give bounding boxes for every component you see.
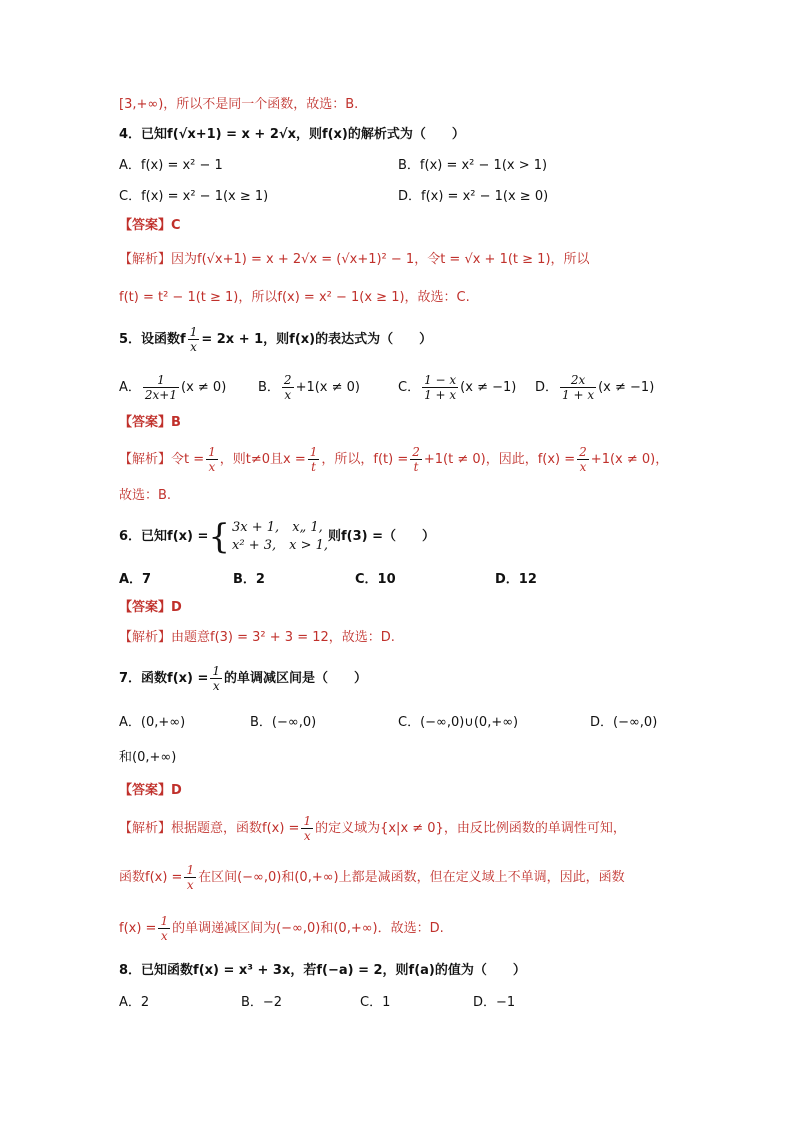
q5-d-den: 1 + x xyxy=(562,388,595,402)
q7-exp1-a: 【解析】根据题意，函数f(x) = xyxy=(119,821,300,836)
q6-answer: 【答案】D xyxy=(119,600,182,615)
q5-frac-den: x xyxy=(190,340,197,354)
question-5 xyxy=(119,323,432,357)
q4-option-a: A．f(x) = x² − 1 xyxy=(119,158,223,173)
q6-stem-start: 6．已知f(x) = xyxy=(119,529,209,544)
q5-exp-frac-1 xyxy=(206,445,218,474)
q7-frac-den: x xyxy=(212,679,220,693)
q7-fraction xyxy=(210,664,222,693)
q5-exp-part-c: ，所以，f(t) = xyxy=(321,452,409,467)
q5-c-label: C． xyxy=(398,380,421,395)
q5-exp-part-d: +1(t ≠ 0)，因此，f(x) = xyxy=(423,452,576,467)
q6-stem-end: 则f(3) =（ ） xyxy=(328,529,436,544)
q5-option-d xyxy=(535,371,654,405)
q7-exp2-frac xyxy=(184,863,196,892)
q7-explanation-3 xyxy=(119,912,444,946)
q7-explanation-1 xyxy=(119,812,626,846)
q5-exp-part-a: 【解析】令t = xyxy=(119,452,205,467)
q5-option-b xyxy=(258,371,360,405)
q5-a-cond: (x ≠ 0) xyxy=(181,380,227,395)
q7-answer: 【答案】D xyxy=(119,783,182,798)
prev-answer-tail: [3,+∞)，所以不是同一个函数，故选：B. xyxy=(119,97,359,112)
q5-explanation-1 xyxy=(119,443,668,477)
q5-option-a xyxy=(119,371,226,405)
q5-c-cond: (x ≠ −1) xyxy=(460,380,517,395)
q5-exp-frac-2 xyxy=(308,445,320,474)
q5-a-label: A． xyxy=(119,380,141,395)
q7-exp1-frac xyxy=(301,814,313,843)
q7-exp2-a: 函数f(x) = xyxy=(119,870,183,885)
q6-case-1: 3x + 1, x„ 1, xyxy=(232,519,323,535)
q5-exp-frac-4 xyxy=(577,445,589,474)
q5-d-num: 2x xyxy=(560,373,596,388)
q5-a-fraction xyxy=(143,373,179,402)
q5-fraction-1-over-x xyxy=(188,325,200,354)
q5-a-num: 1 xyxy=(143,373,179,388)
q5-exp-frac-3-den: t xyxy=(413,460,419,474)
q7-exp2-frac-den: x xyxy=(186,878,194,892)
question-4: 4．已知f(√x+1) = x + 2√x，则f(x)的解析式为（ ） xyxy=(119,127,465,142)
q7-stem-start: 7．函数f(x) = xyxy=(119,671,209,686)
q7-exp1-frac-num: 1 xyxy=(303,814,312,828)
q5-exp-frac-4-den: x xyxy=(579,460,587,474)
q5-exp-frac-1-num: 1 xyxy=(208,445,216,459)
q5-frac-num: 1 xyxy=(189,325,198,339)
question-8: 8．已知函数f(x) = x³ + 3x，若f(−a) = 2，则f(a)的值为（ ） xyxy=(119,963,526,978)
q8-option-c: C．1 xyxy=(360,995,391,1010)
q5-c-den: 1 + x xyxy=(424,388,457,402)
q8-option-d: D．−1 xyxy=(473,995,516,1010)
q5-option-c xyxy=(398,371,516,405)
q5-exp-frac-3 xyxy=(410,445,422,474)
q5-b-den: x xyxy=(284,388,292,402)
q5-b-cond: +1(x ≠ 0) xyxy=(295,380,360,395)
q5-a-den: 2x+1 xyxy=(144,388,177,402)
q6-explanation: 【解析】由题意f(3) = 3² + 3 = 12，故选：D. xyxy=(119,630,395,645)
q7-exp3-b: 的单调递减区间为(−∞,0)和(0,+∞)．故选：D. xyxy=(172,921,444,936)
q5-exp-frac-4-num: 2 xyxy=(579,445,587,459)
q6-option-d: D．12 xyxy=(495,572,537,587)
q5-stem-start: 5．设函数f xyxy=(119,332,186,347)
q7-option-b: B．(−∞,0) xyxy=(250,715,317,730)
q5-c-num: 1 − x xyxy=(424,373,457,387)
q6-option-a: A．7 xyxy=(119,572,152,587)
q5-exp-part-e: +1(x ≠ 0)， xyxy=(590,452,669,467)
q7-exp1-b: 的定义域为{x|x ≠ 0}，由反比例函数的单调性可知， xyxy=(315,821,626,836)
q5-explanation-2: 故选：B. xyxy=(119,488,172,503)
q7-option-d-continued: 和(0,+∞) xyxy=(119,750,177,765)
q5-answer: 【答案】B xyxy=(119,415,181,430)
q7-explanation-2 xyxy=(119,861,625,895)
q5-exp-frac-3-num: 2 xyxy=(412,445,420,459)
q4-option-d: D．f(x) = x² − 1(x ≥ 0) xyxy=(398,189,549,204)
q5-exp-frac-1-den: x xyxy=(208,460,216,474)
q7-stem-end: 的单调减区间是（ ） xyxy=(224,671,368,686)
q5-b-num: 2 xyxy=(283,373,292,387)
q7-option-d: D．(−∞,0) xyxy=(590,715,658,730)
q7-exp3-a: f(x) = xyxy=(119,921,157,936)
q5-c-fraction xyxy=(422,373,458,402)
q7-exp2-frac-num: 1 xyxy=(186,863,195,877)
q6-piecewise xyxy=(232,519,328,555)
q5-stem-end: = 2x + 1，则f(x)的表达式为（ ） xyxy=(201,332,433,347)
q7-exp3-frac-den: x xyxy=(160,929,168,943)
q6-option-c: C．10 xyxy=(355,572,396,587)
q7-option-c: C．(−∞,0)∪(0,+∞) xyxy=(398,715,519,730)
q7-exp1-frac-den: x xyxy=(303,829,311,843)
q7-exp3-frac-num: 1 xyxy=(160,914,169,928)
q5-d-fraction xyxy=(560,373,596,402)
q5-exp-frac-2-den: t xyxy=(311,460,316,474)
q5-exp-frac-2-num: 1 xyxy=(309,445,318,459)
question-6 xyxy=(119,516,435,558)
q7-frac-num: 1 xyxy=(212,664,221,678)
question-7 xyxy=(119,662,367,696)
q4-answer: 【答案】C xyxy=(119,218,181,233)
q8-option-b: B．−2 xyxy=(241,995,283,1010)
q7-option-a: A．(0,+∞) xyxy=(119,715,186,730)
q4-explanation-1: 【解析】因为f(√x+1) = x + 2√x = (√x+1)² − 1，令t = √x + 1(t ≥ 1)，所以 xyxy=(119,252,590,267)
q5-d-cond: (x ≠ −1) xyxy=(598,380,655,395)
q7-exp3-frac xyxy=(158,914,170,943)
q4-explanation-2: f(t) = t² − 1(t ≥ 1)，所以f(x) = x² − 1(x ≥ 1)，故选：C. xyxy=(119,290,470,305)
q8-option-a: A．2 xyxy=(119,995,150,1010)
q7-exp2-b: 在区间(−∞,0)和(0,+∞)上都是减函数，但在定义域上不单调，因此，函数 xyxy=(198,870,625,885)
q5-d-label: D． xyxy=(535,380,559,395)
q4-option-b: B．f(x) = x² − 1(x > 1) xyxy=(398,158,548,173)
q4-option-c: C．f(x) = x² − 1(x ≥ 1) xyxy=(119,189,269,204)
q5-exp-part-b: ，则t≠0且x = xyxy=(219,452,306,467)
q6-option-b: B．2 xyxy=(233,572,265,587)
q5-b-label: B． xyxy=(258,380,280,395)
q6-case-2: x² + 3, x > 1, xyxy=(232,537,329,553)
q5-b-fraction xyxy=(282,373,294,402)
q6-brace: { xyxy=(208,516,231,557)
